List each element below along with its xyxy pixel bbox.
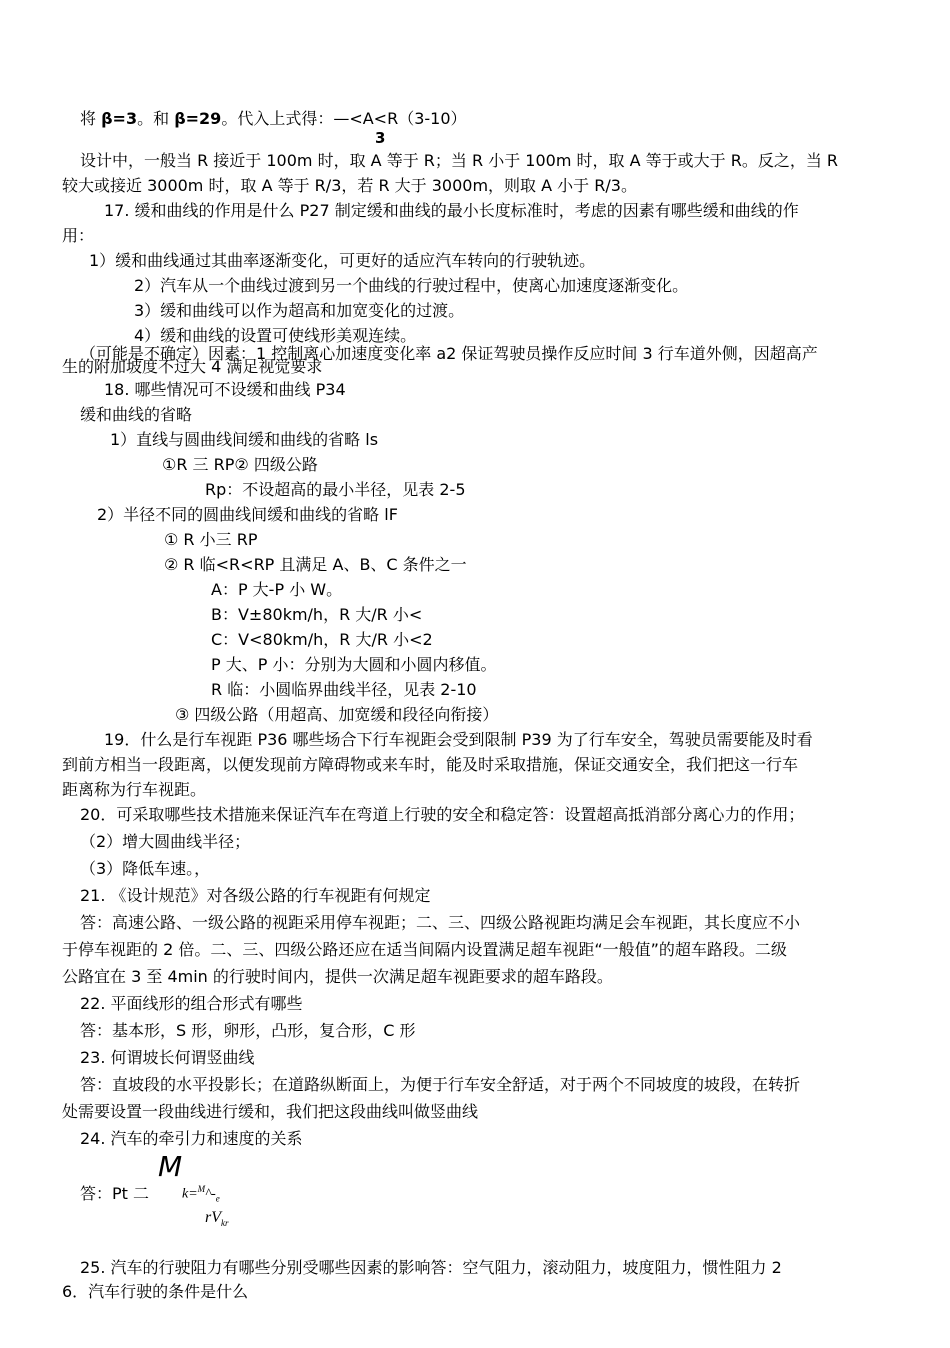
formula-k-sub: e [215,1193,220,1204]
formula-k-sup: M [197,1184,206,1194]
list-item: （2）增大圆曲线半径； [80,832,251,851]
paragraph-line: 生的附加坡度不过大 4 满足视觉要求 [62,357,323,376]
question-heading: 19．什么是行车视距 P36 哪些场合下行车视距会受到限制 P39 为了行车安全，驾驶员需要能及时看 [104,730,813,749]
question-heading: 20．可采取哪些技术措施来保证汽车在弯道上行驶的安全和稳定答：设置超高抵消部分离心力的作用； [80,805,805,824]
formula-k-rest: ^- [205,1186,216,1202]
question-heading: 6．汽车行驶的条件是什么 [62,1282,249,1301]
list-item: Rp：不设超高的最小半径，见表 2-5 [205,480,466,499]
formula-rv: rV [205,1209,221,1226]
formula-m: M [158,1150,183,1183]
list-item: （3）降低车速。， [80,859,211,878]
paragraph-line: 公路宜在 3 至 4min 的行驶时间内，提供一次满足超车视距要求的超车路段。 [62,967,613,986]
paragraph-line: 答：直坡段的水平投影长；在道路纵断面上，为便于行车安全舒适，对于两个不同坡度的坡段，在转折 [80,1075,801,1094]
list-item: ③ 四级公路（用超高、加宽缓和段径向衔接） [175,705,499,724]
list-item: R 临：小圆临界曲线半径，见表 2-10 [211,680,477,699]
list-item: 4）缓和曲线的设置可使线形美观连续。 [134,326,417,345]
formula-k-line [182,1184,220,1203]
paragraph-line: 答：基本形，S 形，卵形，凸形，复合形，C 形 [80,1021,416,1040]
formula-suffix: 。代入上式得：—<A<R（3-10） [221,109,467,128]
question-heading: 18. 哪些情况可不设缓和曲线 P34 [104,380,346,399]
list-item: 3）缓和曲线可以作为超高和加宽变化的过渡。 [134,301,465,320]
paragraph-line: 较大或接近 3000m 时，取 A 等于 R/3，若 R 大于 3000m，则取 A 小于 R/3。 [62,176,637,195]
question-heading: 17. 缓和曲线的作用是什么 P27 制定缓和曲线的最小长度标准时，考虑的因素有哪些缓和曲线的作 [104,201,799,220]
question-heading: 21. 《设计规范》对各级公路的行车视距有何规定 [80,886,431,905]
paragraph-line: 距离称为行车视距。 [62,780,207,799]
list-item: A：P 大-P 小 W。 [211,580,343,599]
paragraph-line: 用： [62,226,95,245]
answer-label: 答：Pt 二 [80,1184,150,1203]
paragraph-line: 答：高速公路、一级公路的视距采用停车视距；二、三、四级公路视距均满足会车视距，其长度应不小 [80,913,801,932]
formula-line [80,109,467,129]
formula-prefix: 将 [80,109,102,128]
formula-mid: 。和 [137,109,175,128]
list-item: 2）汽车从一个曲线过渡到另一个曲线的行驶过程中，使离心加速度逐渐变化。 [134,276,689,295]
list-item: C：V<80km/h，R 大/R 小<2 [211,630,433,649]
list-item: ① R 小三 RP [164,530,258,549]
list-item: 2）半径不同的圆曲线间缓和曲线的省略 lF [97,505,398,524]
paragraph-line: 于停车视距的 2 倍。二、三、四级公路还应在适当间隔内设置满足超车视距“一般值”的超车路段。二级 [62,940,787,959]
paragraph-line: 到前方相当一段距离，以便发现前方障碍物或来车时，能及时采取措施，保证交通安全，我们把这一行车 [62,755,799,774]
paragraph-line: 设计中，一般当 R 接近于 100m 时，取 A 等于 R；当 R 小于 100m 时，取 A 等于或大于 R。反之，当 R [80,151,839,170]
question-heading: 24. 汽车的牵引力和速度的关系 [80,1129,303,1148]
question-heading: 25. 汽车的行驶阻力有哪些分别受哪些因素的影响答：空气阻力，滚动阻力，坡度阻力，惯性阻力 2 [80,1258,782,1277]
list-item: 1）缓和曲线通过其曲率逐渐变化，可更好的适应汽车转向的行驶轨迹。 [89,251,596,270]
list-item: B：V±80km/h，R 大/R 小< [211,605,423,624]
list-item: P 大、P 小：分别为大圆和小圆内移值。 [211,655,497,674]
question-heading: 22. 平面线形的组合形式有哪些 [80,994,303,1013]
list-item: 1）直线与圆曲线间缓和曲线的省略 ls [110,430,379,449]
beta-value-2: β=29 [174,109,222,128]
paragraph-line: （可能是不确定）因素：1 控制离心加速度变化率 a2 保证驾驶员操作反应时间 3 行车道外侧，因超高产 [80,344,818,363]
list-item: ①R 三 RP② 四级公路 [162,455,318,474]
beta-value-1: β=3 [101,109,138,128]
section-heading: 缓和曲线的省略 [80,405,193,424]
paragraph-line: 处需要设置一段曲线进行缓和，我们把这段曲线叫做竖曲线 [62,1102,479,1121]
formula-k: k= [182,1186,198,1202]
formula-bottom [205,1209,229,1228]
formula-rv-sub: kr [221,1218,229,1229]
question-heading: 23. 何谓坡长何谓竖曲线 [80,1048,255,1067]
list-item: ② R 临<R<RP 且满足 A、B、C 条件之一 [164,555,467,574]
fraction-denominator: 3 [375,129,386,147]
